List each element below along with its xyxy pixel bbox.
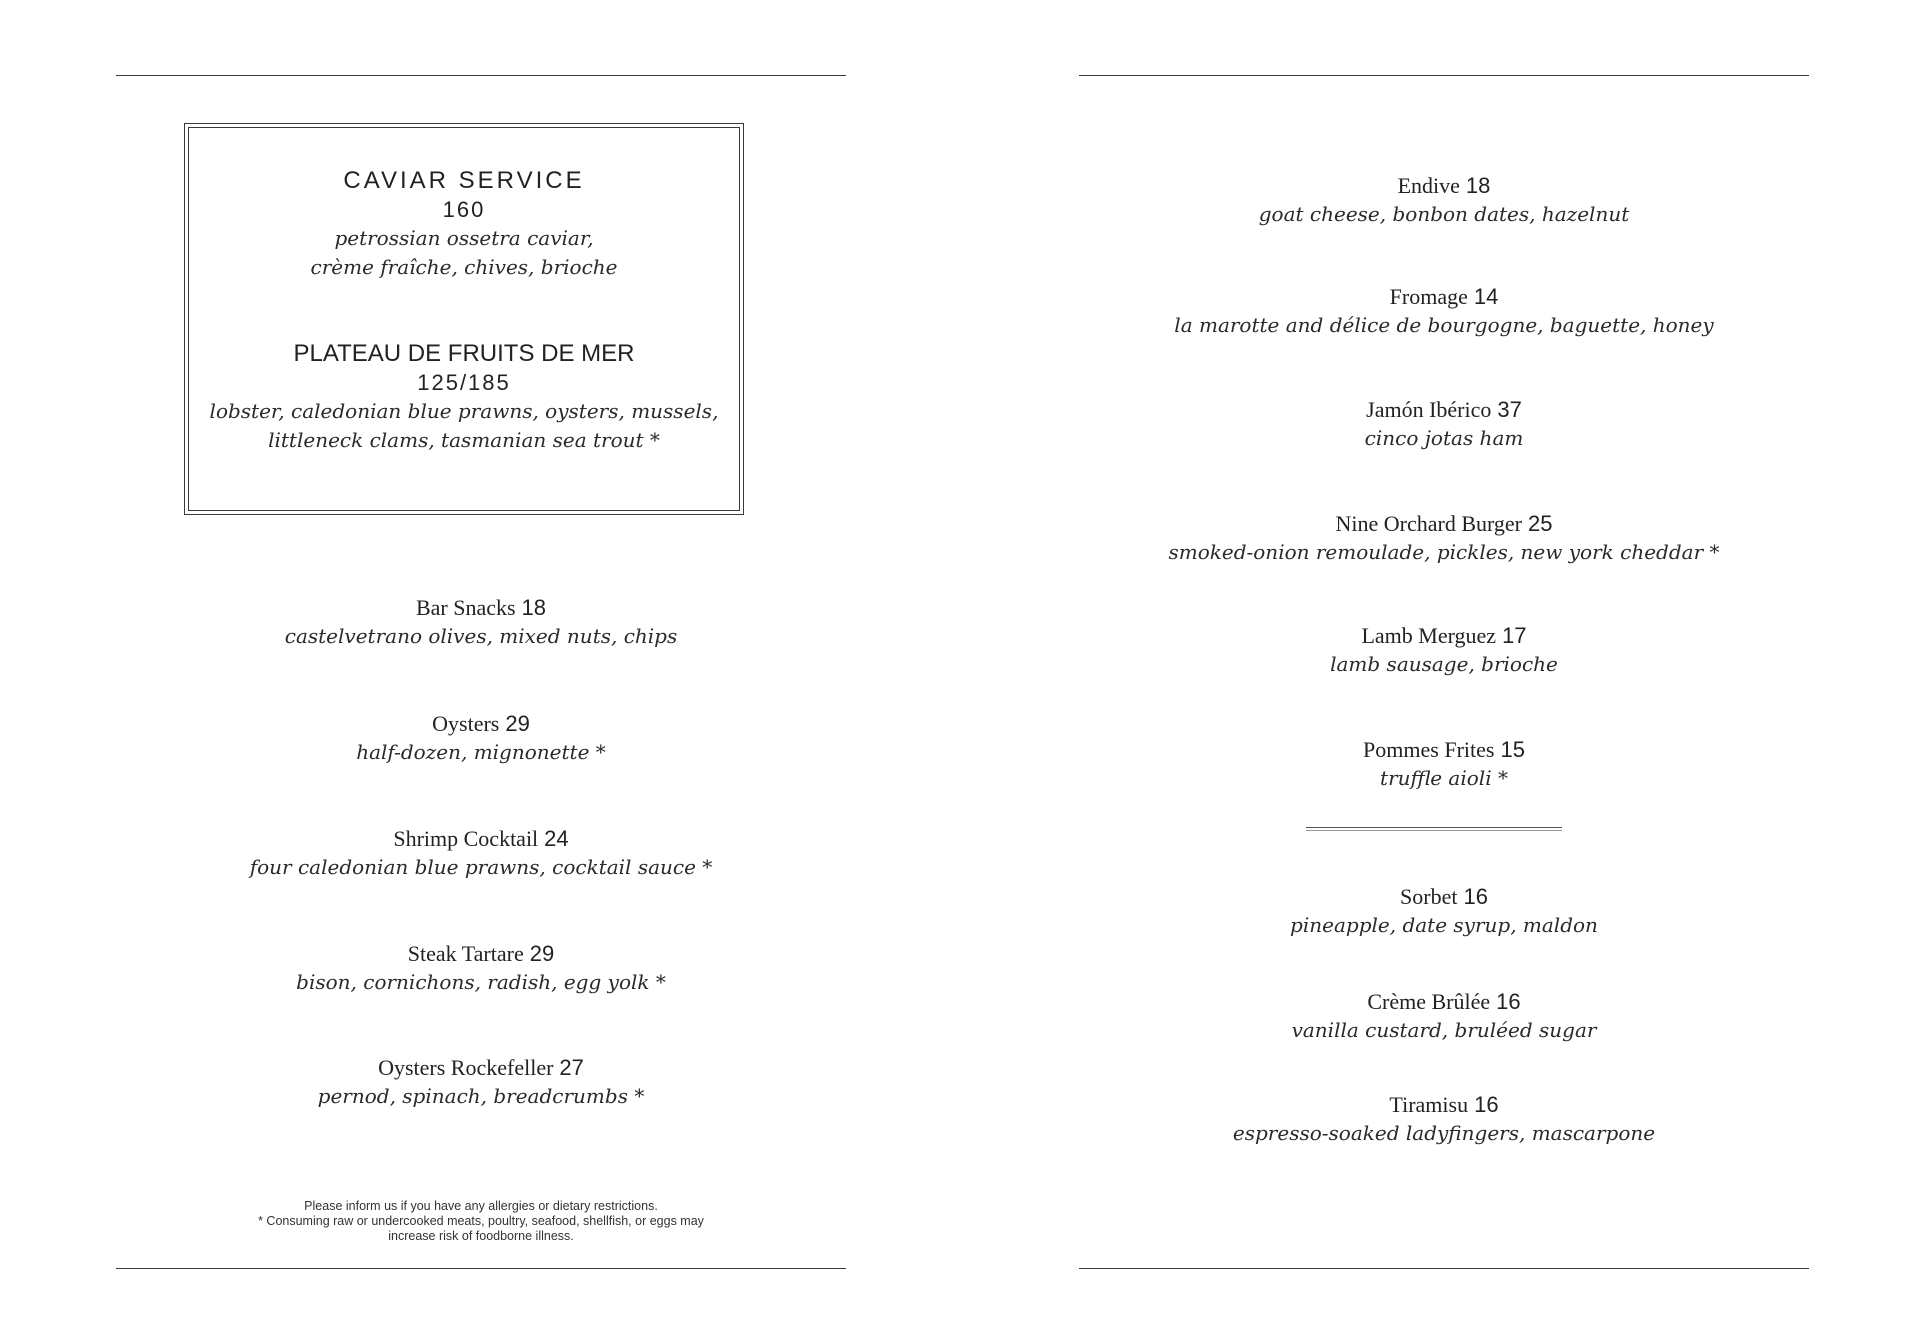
item-price: 27 [559,1055,584,1080]
menu-item [1079,509,1809,567]
plateau-title: PLATEAU DE FRUITS DE MER [293,340,635,367]
item-price: 14 [1473,284,1499,309]
menu-item [116,824,846,882]
item-price: 15 [1500,737,1525,762]
menu-item [1079,395,1809,453]
item-description: espresso-soaked ladyfingers, mascarpone [1232,1121,1656,1145]
item-name: Steak Tartare [407,941,524,966]
menu-item [1079,987,1809,1045]
item-description: pineapple, date syrup, maldon [1290,913,1598,937]
item-description: goat cheese, bonbon dates, hazelnut [1258,202,1630,226]
bottom-rule [116,1268,846,1269]
plateau-desc-line1: lobster, caledonian blue prawns, oysters, mussels, [209,399,719,423]
top-rule [1079,75,1809,76]
caviar-desc-line1: petrossian ossetra caviar, [334,226,594,250]
caviar-price: 160 [442,197,486,222]
item-name: Nine Orchard Burger [1335,511,1523,536]
item-description: four caledonian blue prawns, cocktail sauce * [249,855,713,879]
plateau-price: 125/185 [417,370,511,395]
item-price: 17 [1502,623,1527,648]
menu-item [116,593,846,651]
allergy-footnote [116,1199,846,1244]
caviar-service-section [184,166,744,282]
item-price: 25 [1528,511,1553,536]
menu-item [116,709,846,767]
menu-item [1079,282,1809,340]
item-name: Tiramisu [1389,1092,1469,1117]
menu-item [1079,735,1809,793]
item-name: Pommes Frites [1363,737,1495,762]
footnote-line3: increase risk of foodborne illness. [388,1229,574,1243]
plateau-section [184,339,744,455]
item-description: vanilla custard, bruléed sugar [1291,1018,1597,1042]
item-name: Oysters [432,711,500,736]
menu-item [1079,171,1809,229]
right-menu-page [1079,0,1809,1344]
section-divider [1306,827,1562,828]
item-description: lamb sausage, brioche [1330,652,1558,676]
item-price: 18 [1465,173,1491,198]
left-menu-page [116,0,846,1344]
item-description: bison, cornichons, radish, egg yolk * [296,970,666,994]
caviar-title: CAVIAR SERVICE [343,167,585,194]
item-description: truffle aioli * [1380,766,1508,790]
item-price: 29 [529,941,555,966]
menu-item [116,939,846,997]
item-name: Oysters Rockefeller [378,1055,554,1080]
caviar-desc-line2: crème fraîche, chives, brioche [310,255,618,279]
item-description: la marotte and délice de bourgogne, baguette, honey [1174,313,1714,337]
item-description: smoked-onion remoulade, pickles, new york cheddar * [1168,540,1720,564]
item-name: Shrimp Cocktail [393,826,539,851]
item-name: Endive [1397,173,1460,198]
item-description: cinco jotas ham [1364,426,1524,450]
item-name: Crème Brûlée [1367,989,1491,1014]
item-description: half-dozen, mignonette * [356,740,606,764]
item-name: Sorbet [1400,884,1458,909]
item-name: Bar Snacks [415,595,516,620]
menu-item [1079,621,1809,679]
item-price: 29 [505,711,530,736]
item-name: Fromage [1389,284,1468,309]
footnote-line2: * Consuming raw or undercooked meats, poultry, seafood, shellfish, or eggs may [258,1214,704,1228]
item-price: 24 [544,826,569,851]
item-price: 16 [1463,884,1488,909]
item-price: 18 [521,595,547,620]
menu-item [1079,882,1809,940]
item-price: 16 [1474,1092,1499,1117]
top-rule [116,75,846,76]
item-price: 37 [1497,397,1522,422]
plateau-desc-line2: littleneck clams, tasmanian sea trout * [268,428,660,452]
bottom-rule [1079,1268,1809,1269]
item-description: pernod, spinach, breadcrumbs * [317,1084,645,1108]
menu-item [116,1053,846,1111]
menu-item [1079,1090,1809,1148]
item-name: Lamb Merguez [1361,623,1497,648]
footnote-line1: Please inform us if you have any allergies or dietary restrictions. [304,1199,658,1213]
item-description: castelvetrano olives, mixed nuts, chips [284,624,678,648]
item-price: 16 [1496,989,1521,1014]
item-name: Jamón Ibérico [1366,397,1492,422]
